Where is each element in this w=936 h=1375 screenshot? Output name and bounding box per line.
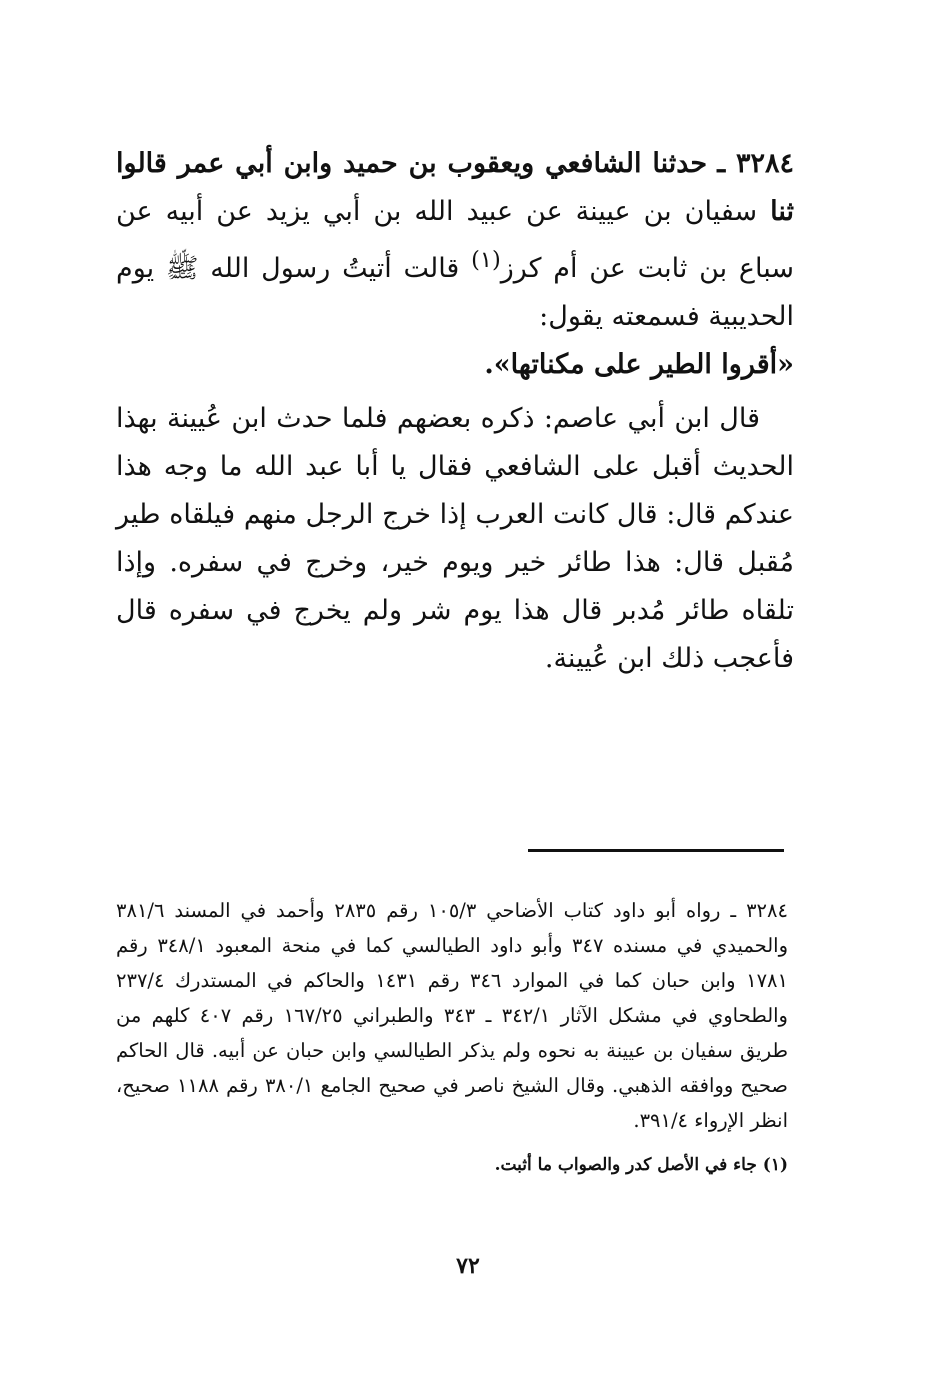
hadith-paragraph bbox=[116, 140, 794, 341]
footnote-separator bbox=[528, 849, 784, 852]
hadith-number: ٣٢٨٤ ـ bbox=[717, 148, 794, 179]
hadith-chain-end: قالت أتيتُ رسول الله ﷺ يوم الحديبية فسمعته يقول: bbox=[116, 253, 794, 332]
takhrij-number: ٣٢٨٤ ـ bbox=[730, 899, 788, 922]
hadith-header: حدثنا الشافعي ويعقوب بن حميد وابن أبي عمر قالوا ثنا bbox=[116, 148, 794, 227]
footnotes bbox=[116, 893, 788, 1183]
footnote-marker: (١) bbox=[471, 247, 501, 273]
footnote-1: (١) جاء في الأصل كدر والصواب ما أثبت. bbox=[494, 1155, 788, 1175]
page-number: ٧٢ bbox=[456, 1253, 480, 1279]
takhrij-footnote bbox=[116, 893, 788, 1138]
main-text bbox=[116, 140, 794, 683]
commentary-text: قال ابن أبي عاصم: ذكره بعضهم فلما حدث ابن عُيينة بهذا الحديث أقبل على الشافعي فقال يا أبا عبد الله ما وجه هذا عندكم قال: قال كانت العرب إذا خرج الرجل منهم فيلقاه طير مُقبل قال: هذا طائر خير ويوم خير، وخرج في سفره. وإذا تلقاه طائر مُدبر قال هذا يوم شر ولم يخرج في سفره قال فأعجب ذلك ابن عُيينة. bbox=[116, 403, 794, 674]
hadith-saying: «أقروا الطير على مكناتها». bbox=[484, 349, 794, 380]
hadith-chain: سفيان بن عيينة عن عبيد الله بن أبي يزيد عن أبيه عن سباع بن ثابت عن أم كرز bbox=[116, 196, 794, 284]
commentary-paragraph bbox=[116, 395, 794, 683]
takhrij-text: رواه أبو داود كتاب الأضاحي ١٠٥/٣ رقم ٢٨٣٥ وأحمد في المسند ٣٨١/٦ والحميدي في مسنده ٣٤٧ وأبو داود الطيالسي كما في منحة المعبود ٣٤٨/١ رقم ١٧٨١ وابن حبان كما في الموارد ٣٤٦ رقم ١٤٣١ والحاكم في المستدرك ٢٣٧/٤ والطحاوي في مشكل الآثار ٣٤٢/١ ـ ٣٤٣ والطبراني ١٦٧/٢٥ رقم ٤٠٧ كلهم من طريق سفيان بن عيينة به نحوه ولم يذكر الطيالسي وابن حبان عن أبيه. قال الحاكم صحيح ووافقه الذهبي. وقال الشيخ ناصر في صحيح الجامع ٣٨٠/١ رقم ١١٨٨ صحيح، انظر الإرواء ٣٩١/٤. bbox=[116, 899, 788, 1132]
